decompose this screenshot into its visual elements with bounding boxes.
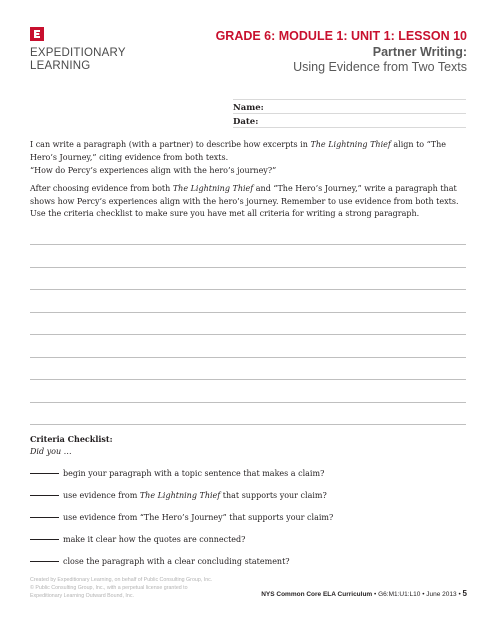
checklist-item: close the paragraph with a clear concluding statement? xyxy=(30,556,290,567)
logo-line-2: LEARNING xyxy=(30,60,91,72)
checkbox-blank[interactable] xyxy=(30,539,59,540)
date-field-line[interactable] xyxy=(233,127,466,128)
checkbox-blank[interactable] xyxy=(30,517,59,518)
grade-module-line: GRADE 6: MODULE 1: UNIT 1: LESSON 10 xyxy=(215,29,467,43)
writing-line[interactable] xyxy=(30,334,466,335)
checklist-item: make it clear how the quotes are connected? xyxy=(30,534,245,545)
focus-question: “How do Percy’s experiences align with the hero’s journey?” xyxy=(30,166,277,175)
learning-target: I can write a paragraph (with a partner) to describe how excerpts in The Lightning Thief align to “The Hero’s Journey,” citing evidence from both texts. xyxy=(30,140,446,162)
curriculum-name: NYS Common Core ELA Curriculum xyxy=(261,591,373,598)
date-label: Date: xyxy=(233,117,259,127)
writing-line[interactable] xyxy=(30,379,466,380)
logo-wordmark xyxy=(30,47,126,73)
checkbox-blank[interactable] xyxy=(30,495,59,496)
checklist-item: use evidence from The Lightning Thief that supports your claim? xyxy=(30,490,327,501)
checklist-item: begin your paragraph with a topic sentence that makes a claim? xyxy=(30,468,324,479)
book-title: The Lightning Thief xyxy=(310,140,391,149)
footer-date: June 2013 xyxy=(426,591,457,598)
page-footer: NYS Common Core ELA Curriculum • G6:M1:U1:L10 • June 2013 • 5 xyxy=(261,589,467,598)
writing-line[interactable] xyxy=(30,289,466,290)
logo-line-1: EXPEDITIONARY xyxy=(30,47,126,59)
writing-line[interactable] xyxy=(30,267,466,268)
lesson-header xyxy=(216,29,467,75)
page-number: 5 xyxy=(462,589,467,598)
checklist-title: Criteria Checklist: xyxy=(30,434,113,444)
expeditionary-learning-logo-icon xyxy=(30,27,44,41)
writing-instructions: After choosing evidence from both The Lightning Thief and “The Hero’s Journey,” write a paragraph that shows how Percy’s experiences align with the hero’s journey. Remember to use evidence from both texts. Use the criteria checklist to make sure you have met all criteria for writing a strong paragraph. xyxy=(30,184,459,218)
lesson-title: Partner Writing: xyxy=(372,45,467,59)
book-title: The Lightning Thief xyxy=(139,491,221,500)
name-top-rule xyxy=(233,99,466,100)
lesson-subtitle: Using Evidence from Two Texts xyxy=(293,60,467,74)
writing-line[interactable] xyxy=(30,244,466,245)
checkbox-blank[interactable] xyxy=(30,561,59,562)
writing-line[interactable] xyxy=(30,357,466,358)
name-field-line[interactable] xyxy=(233,113,466,114)
book-title: The Lightning Thief xyxy=(172,184,254,193)
writing-line[interactable] xyxy=(30,312,466,313)
writing-line[interactable] xyxy=(30,402,466,403)
writing-line[interactable] xyxy=(30,424,466,425)
checklist-item: use evidence from “The Hero’s Journey” that supports your claim? xyxy=(30,512,333,523)
checkbox-blank[interactable] xyxy=(30,473,59,474)
copyright-credit: Created by Expeditionary Learning, on behalf of Public Consulting Group, Inc. © Public Consulting Group, Inc., with a perpetual license granted to Expeditionary Learning Outward Bound, Inc. xyxy=(30,577,213,599)
lesson-code: G6:M1:U1:L10 xyxy=(378,591,421,598)
checklist-prompt: Did you … xyxy=(30,447,72,456)
name-label: Name: xyxy=(233,103,264,113)
